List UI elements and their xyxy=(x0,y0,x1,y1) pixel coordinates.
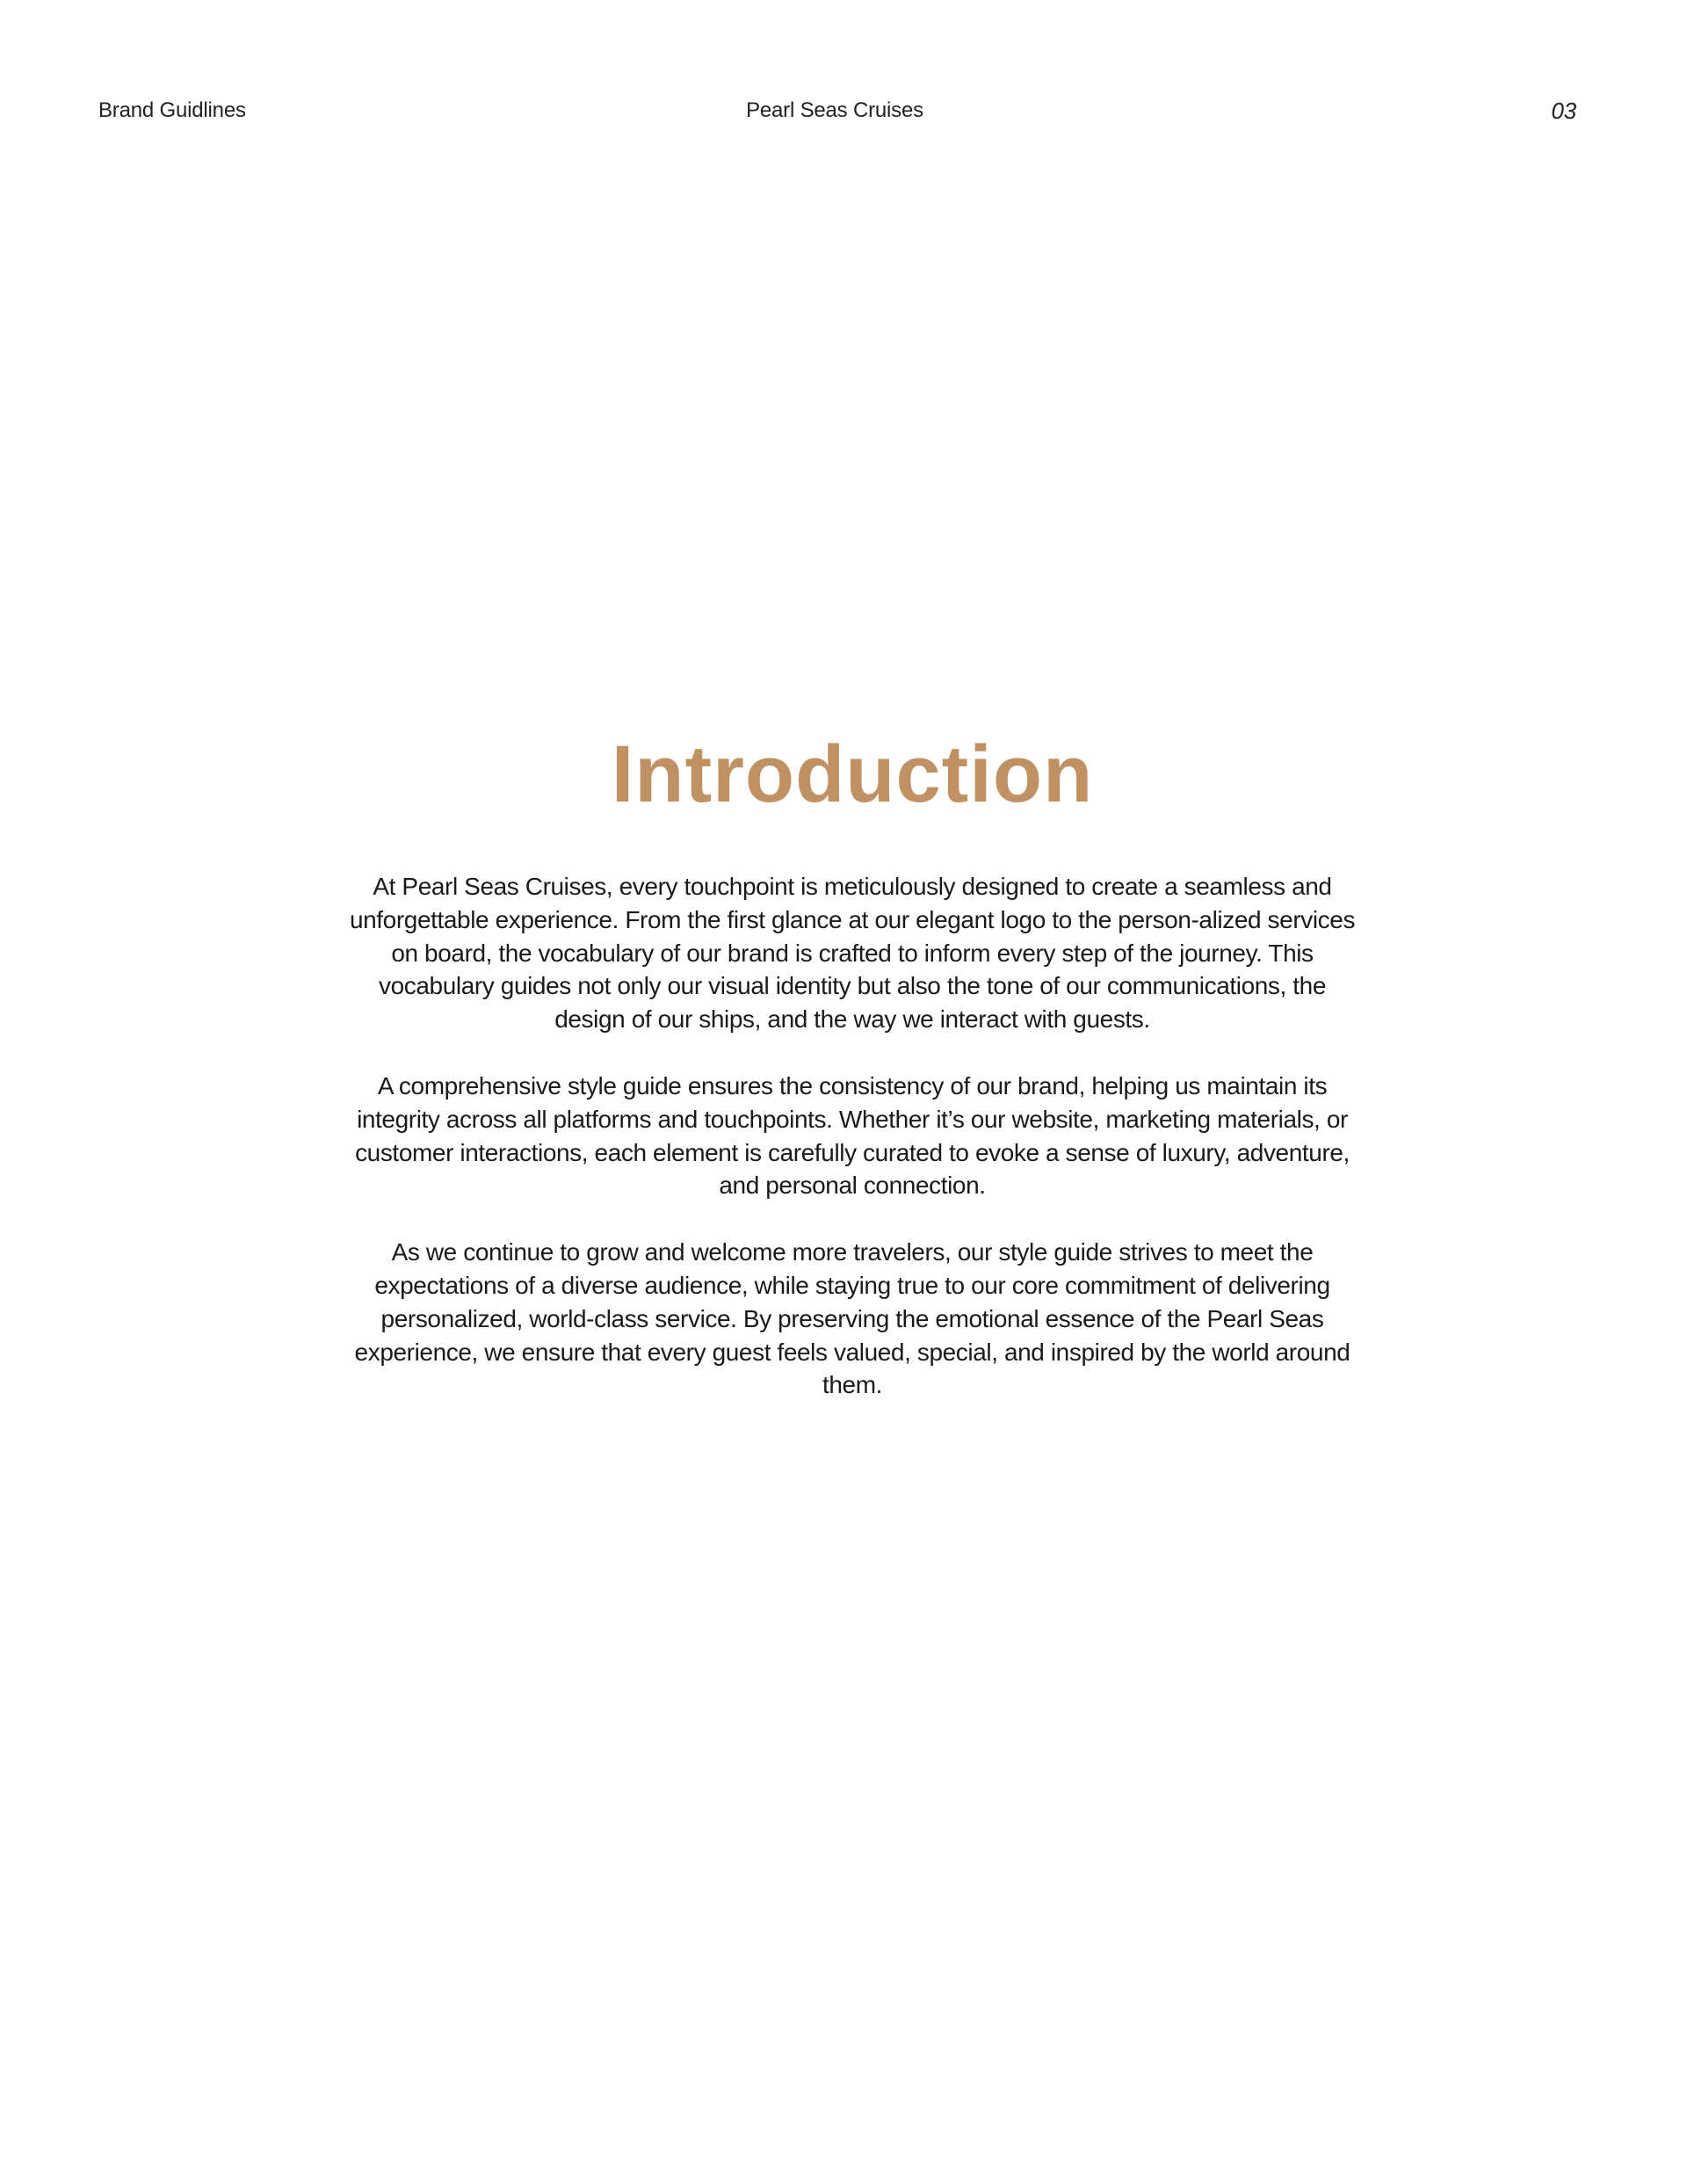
document-label: Brand Guidlines xyxy=(98,98,246,122)
intro-paragraph-2: A comprehensive style guide ensures the consistency of our brand, helping us maintain its integrity across all platforms and touchpoints. Whether it’s our website, marketing materials, or customer interactions, each element is carefully curated to evoke a sense of luxury, adventure, and personal connection. xyxy=(355,1071,1350,1200)
page-header xyxy=(0,95,1687,127)
intro-paragraph-1: At Pearl Seas Cruises, every touchpoint is meticulously designed to create a seamless and unforgettable experience. From the first glance at our elegant logo to the person-alized services on board, the vocabulary of our brand is crafted to inform every step of the journey. This vocabulary guides not only our visual identity but also the tone of our communications, the design of our ships, and the way we interact with guests. xyxy=(349,873,1356,1034)
brand-name: Pearl Seas Cruises xyxy=(746,98,923,122)
intro-paragraph-3: As we continue to grow and welcome more travelers, our style guide strives to meet the expectations of a diverse audience, while staying true to our core commitment of delivering personalized, world-class service. By preserving the emotional essence of the Pearl Seas experience, we ensure that every guest feels valued, special, and inspired by the world around them. xyxy=(354,1238,1350,1399)
page-title: Introduction xyxy=(611,729,1094,819)
intro-body xyxy=(347,870,1358,1435)
page-number: 03 xyxy=(1551,98,1576,124)
